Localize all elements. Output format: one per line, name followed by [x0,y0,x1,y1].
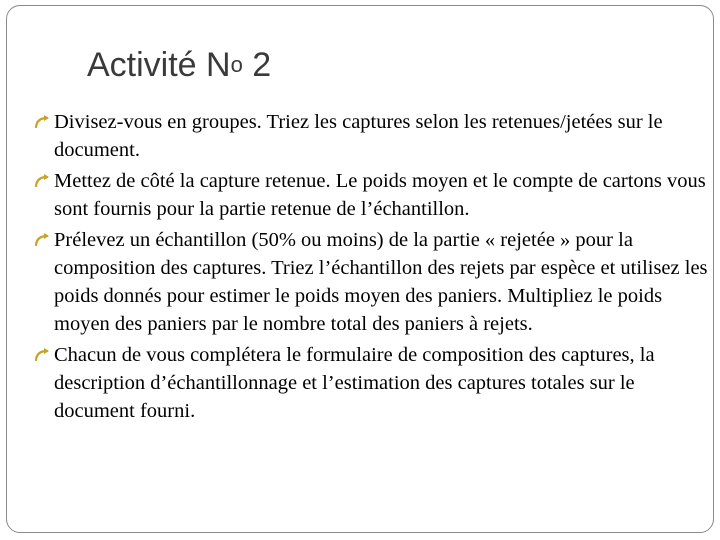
curved-arrow-bullet-icon [34,114,52,130]
curved-arrow-bullet-icon [34,232,52,248]
bullet-item [34,341,714,425]
curved-arrow-bullet-icon [34,173,52,189]
curved-arrow-bullet-icon [34,347,52,363]
bullet-text: Chacun de vous complétera le formulaire de composition des captures, la description d’échantillonnage et l’estimation des captures totales sur le document fourni. [54,344,655,422]
title-superscript: o [230,52,243,77]
bullet-item [34,167,714,223]
bullet-item [34,226,714,338]
bullet-text: Divisez-vous en groupes. Triez les captures selon les retenues/jetées sur le document. [54,111,663,161]
bullet-text: Prélevez un échantillon (50% ou moins) de la partie « rejetée » pour la composition des captures. Triez l’échantillon des rejets par espèce et utilisez les poids donnés pour estimer le poids moyen des paniers. Multipliez le poids moyen des paniers par le nombre total des paniers à rejets. [54,229,708,335]
title-number: 2 [252,46,272,84]
title-main: Activité N [87,46,231,84]
bullet-list [34,108,714,428]
bullet-item [34,108,714,164]
slide-title [87,46,271,85]
bullet-text: Mettez de côté la capture retenue. Le poids moyen et le compte de cartons vous sont fournis pour la partie retenue de l’échantillon. [54,170,706,220]
